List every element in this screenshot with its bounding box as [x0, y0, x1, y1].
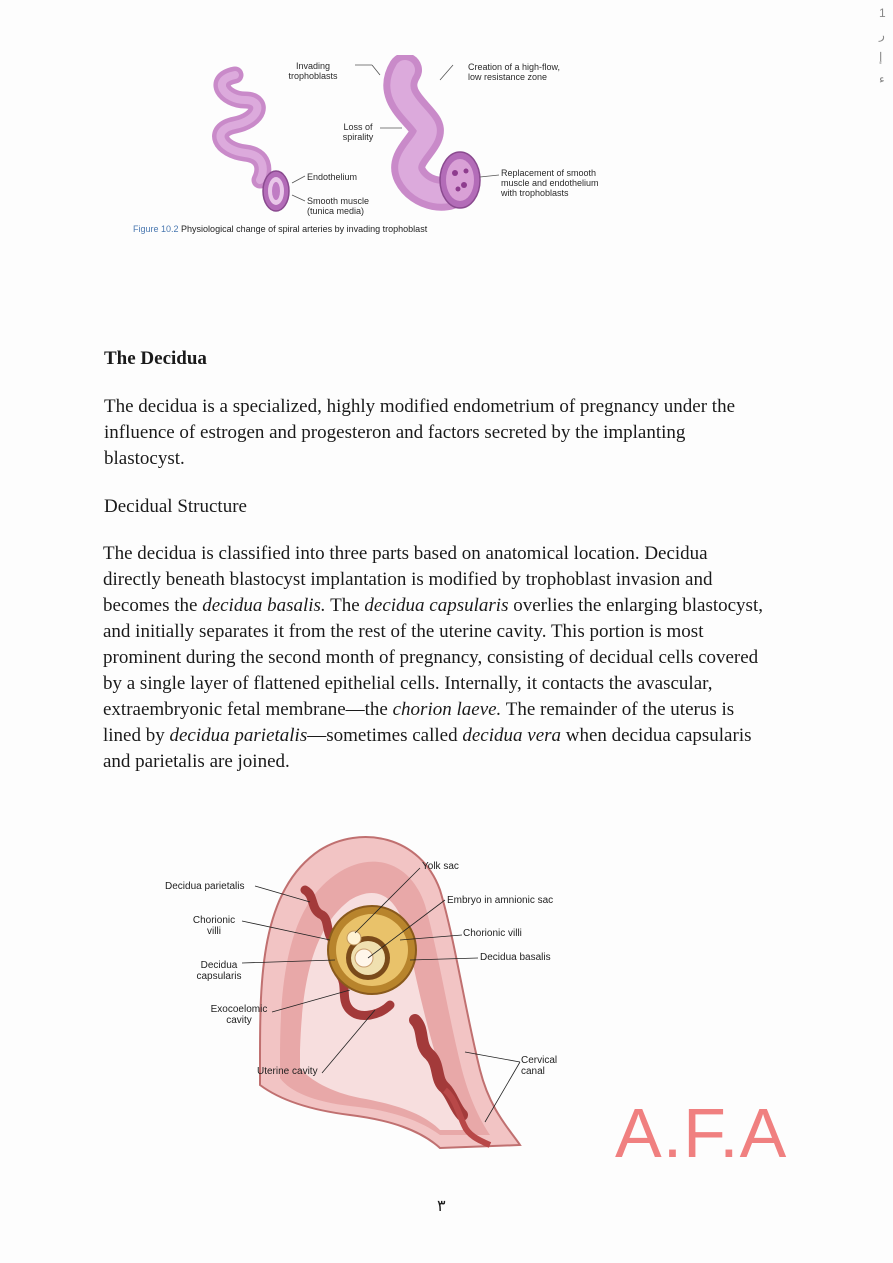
label-decidua-capsularis: Decidua capsularis	[196, 960, 242, 982]
body-paragraph: The decidua is classified into three parts based on anatomical location. Decidua directly beneath blastocyst implantation is modified by trophoblast invasion and becomes the decidua basalis. The decidua capsularis overlies the enlarging blastocyst, and initially separates it from the rest of the uterine cavity. This portion is most prominent during the second month of pregnancy, consisting of decidual cells covered by a single layer of flattened epithelial cells. Internally, it contacts the avascular, extraembryonic fetal membrane—the chorion laeve. The remainder of the uterus is lined by decidua parietalis—sometimes called decidua vera when decidua capsularis and parietalis are joined.	[103, 543, 763, 772]
label-chorionic-villi-left: Chorionic villi	[192, 915, 236, 937]
figure-caption	[133, 224, 427, 234]
intro-paragraph: The decidua is a specialized, highly modified endometrium of pregnancy under the influence of estrogen and progesteron and factors secreted by the implanting blastocyst.	[104, 396, 736, 469]
spiral-artery-figure	[140, 55, 640, 225]
term-decidua-basalis: decidua basalis.	[202, 595, 326, 616]
term-decidua-capsularis: decidua capsularis	[364, 595, 509, 616]
label-loss-of-spirality: Loss of spirality	[342, 122, 374, 142]
subheading-decidual-structure: Decidual Structure	[104, 496, 247, 517]
label-decidua-parietalis: Decidua parietalis	[165, 881, 245, 892]
label-uterine-cavity: Uterine cavity	[257, 1066, 318, 1077]
label-high-flow-zone: Creation of a high-flow, low resistance zone	[468, 62, 561, 82]
label-decidua-basalis: Decidua basalis	[480, 952, 551, 963]
label-replacement: Replacement of smooth muscle and endothelium with trophoblasts	[501, 168, 599, 198]
figure-number: Figure 10.2	[133, 224, 179, 234]
page-number: ٣	[437, 1198, 446, 1215]
label-yolk-sac: Yolk sac	[422, 861, 459, 872]
section-heading: The Decidua	[104, 348, 207, 369]
uterus-figure	[240, 830, 560, 1160]
watermark: A.F.A	[615, 1094, 788, 1172]
label-endothelium: Endothelium	[307, 172, 358, 182]
label-embryo: Embryo in amnionic sac	[447, 895, 554, 906]
label-invading-trophoblasts: Invading trophoblasts	[288, 61, 338, 81]
label-chorionic-villi-right: Chorionic villi	[463, 928, 522, 939]
label-exocoelomic-cavity: Exocoelomic cavity	[210, 1004, 268, 1026]
term-decidua-parietalis: decidua parietalis	[169, 725, 308, 746]
term-chorion-laeve: chorion laeve.	[392, 699, 502, 720]
yolk-sac	[347, 931, 361, 945]
figure-caption-text: Physiological change of spiral arteries by invading trophoblast	[181, 224, 428, 234]
edge-marks: 1 ر إ ء	[879, 6, 886, 86]
label-smooth-muscle: Smooth muscle (tunica media)	[307, 196, 370, 216]
label-cervical-canal: Cervical canal	[521, 1055, 558, 1077]
embryo	[355, 949, 373, 967]
term-decidua-vera: decidua vera	[462, 725, 562, 746]
